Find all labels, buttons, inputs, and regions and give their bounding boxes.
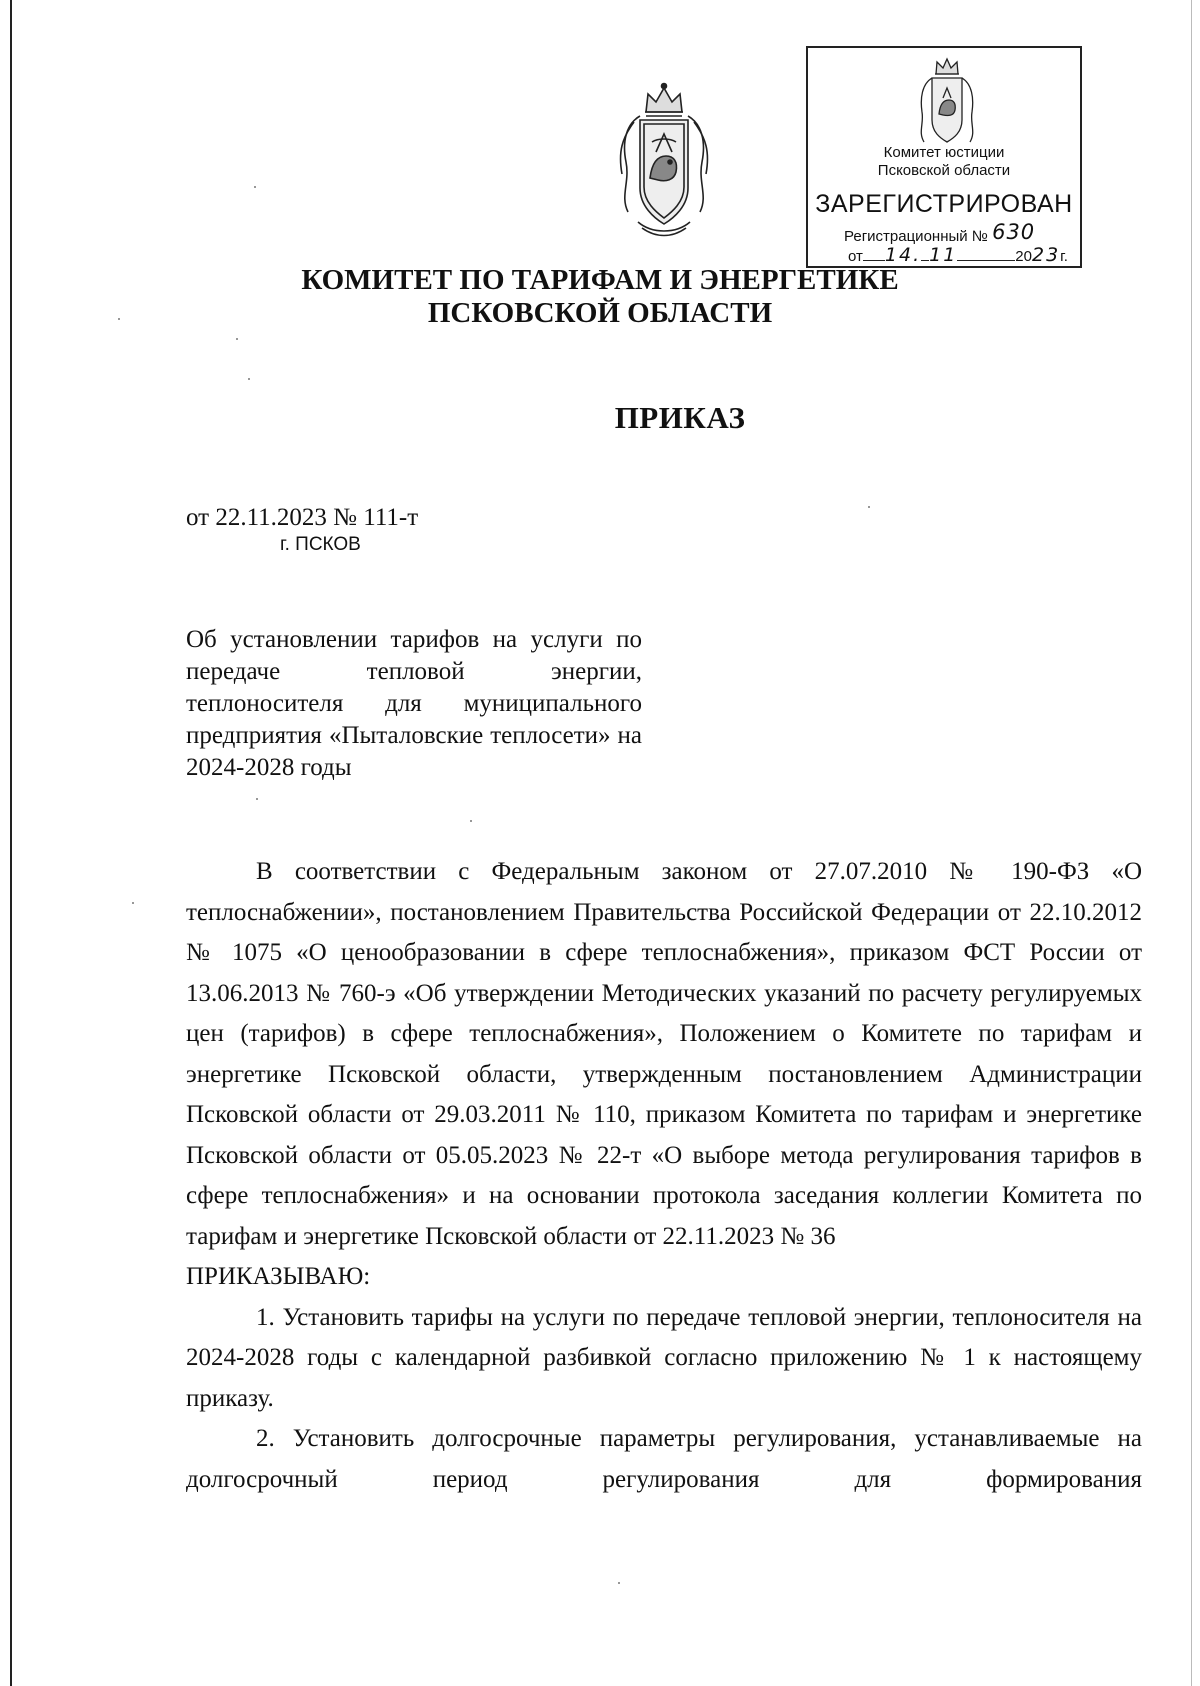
- document-type: ПРИКАЗ: [614, 400, 746, 435]
- scan-speck: [118, 318, 120, 320]
- stamp-date-day: 14.: [884, 244, 922, 266]
- organization-title-line1: КОМИТЕТ ПО ТАРИФАМ И ЭНЕРГЕТИКЕ: [301, 264, 899, 296]
- order-word: ПРИКАЗЫВАЮ:: [186, 1263, 371, 1290]
- scan-speck: [868, 506, 870, 508]
- stamp-org-line2: Псковской области: [877, 162, 1011, 179]
- organization-title-line2: ПСКОВСКОЙ ОБЛАСТИ: [427, 297, 773, 329]
- stamp-date-year-prefix: 20: [1015, 248, 1032, 265]
- document-subject: Об установлении тарифов на услуги по передаче тепловой энергии, теплоносителя для муниципального предприятия «Пыталовские теплосети» на 2024-2028 годы: [186, 626, 642, 781]
- stamp-organization: [808, 144, 1080, 180]
- order-item-1: 1. Установить тарифы на услуги по передаче тепловой энергии, теплоносителя на 2024-2028 годы с календарной разбивкой согласно приложению № 1 к настоящему приказу.: [186, 1303, 1142, 1412]
- scan-speck: [236, 338, 238, 340]
- organization-title: [0, 264, 1200, 330]
- registration-stamp: [806, 46, 1082, 268]
- pskov-region-coat-of-arms-icon: [612, 82, 716, 238]
- scan-speck: [618, 1582, 620, 1584]
- order-item-2: 2. Установить долгосрочные параметры регулирования, устанавливаемые на долгосрочный период регулирования для формирования: [186, 1425, 1142, 1493]
- page-left-edge: [10, 0, 12, 1686]
- stamp-date-year: 23: [1031, 244, 1061, 266]
- stamp-status: ЗАРЕГИСТРИРОВАН: [815, 190, 1073, 218]
- stamp-reg-label: Регистрационный №: [844, 228, 988, 245]
- coat-of-arms-icon: [912, 56, 982, 148]
- scan-speck: [132, 902, 134, 904]
- document-number: от 22.11.2023 № 111-т: [186, 504, 419, 531]
- stamp-date-month: 11: [929, 244, 958, 266]
- stamp-org-line1: Комитет юстиции: [883, 144, 1005, 161]
- preamble-paragraph: В соответствии с Федеральным законом от 27.07.2010 № 190-ФЗ «О теплоснабжении», постановлением Правительства Российской Федерации от 22.10.2012 № 1075 «О ценообразовании в сфере теплоснабжения», приказом ФСТ России от 13.06.2013 № 760-э «Об утверждении Методических указаний по расчету регулируемых цен (тарифов) в сфере теплоснабжения», Положением о Комитете по тарифам и энергетике Псковской области, утвержденным постановлением Администрации Псковской области от 29.03.2011 № 110, приказом Комитета по тарифам и энергетике Псковской области от 05.05.2023 № 22-т «О выборе метода регулирования тарифов в сфере теплоснабжения» и на основании протокола заседания коллегии Комитета по тарифам и энергетике Псковской области от 22.11.2023 № 36: [186, 858, 1142, 1250]
- stamp-registration-date: [848, 244, 1068, 266]
- scan-speck: [254, 186, 256, 188]
- stamp-registration-number: [844, 222, 1035, 246]
- document-body: [186, 852, 1142, 1500]
- scan-speck: [256, 798, 258, 800]
- scan-speck: [470, 820, 472, 822]
- scan-speck: [248, 378, 250, 380]
- page-right-edge: [1191, 0, 1192, 1686]
- stamp-reg-number: 630: [992, 220, 1036, 244]
- document-city: г. ПСКОВ: [280, 534, 361, 555]
- stamp-date-prefix: от: [848, 248, 863, 265]
- stamp-date-suffix: г.: [1060, 248, 1068, 265]
